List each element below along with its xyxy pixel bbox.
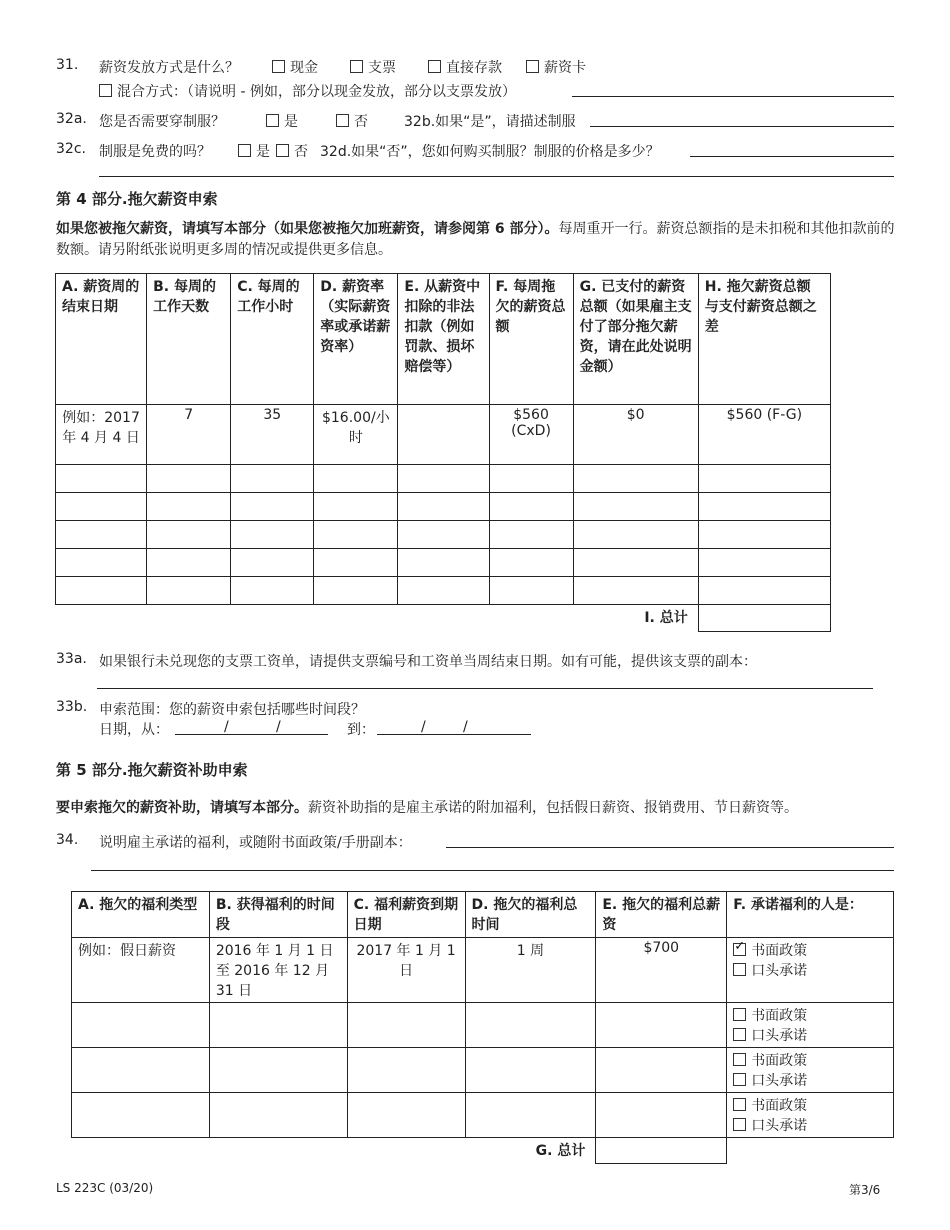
q33a-question: 如果银行未兑现您的支票工资单，请提供支票编号和工资单当周结束日期。如有可能，提供该支票的副本： xyxy=(99,654,757,670)
promised-by-cell xyxy=(727,938,894,1003)
table-row[interactable] xyxy=(72,1048,894,1093)
written-policy-option[interactable]: 书面政策 xyxy=(733,1050,887,1070)
table-row[interactable] xyxy=(72,1093,894,1138)
col-header-paid: G. 已支付的薪资总额（如果雇主支付了部分拖欠薪资，请在此处说明金额） xyxy=(573,274,698,405)
q33a-number: 33a. xyxy=(56,651,87,667)
date-separator: / xyxy=(224,719,229,735)
table-header-row xyxy=(72,892,894,938)
q33a-input-line[interactable] xyxy=(97,688,873,689)
table-cell: $560 (F-G) xyxy=(698,405,830,465)
col-header-benefit-type: A. 拖欠的福利类型 xyxy=(72,892,210,938)
oral-promise-option[interactable]: 口头承诺 xyxy=(733,1025,887,1045)
col-header-rate: D. 薪资率（实际薪资率或承诺薪资率） xyxy=(314,274,398,405)
part5-intro: 要申索拖欠的薪资补助，请填写本部分。薪资补助指的是雇主承诺的附加福利，包括假日薪资、报销费用、节日薪资等。 xyxy=(56,800,798,816)
table-row-example xyxy=(72,938,894,1003)
oral-promise-option[interactable]: 口头承诺 xyxy=(733,960,887,980)
q33b-number: 33b. xyxy=(56,699,88,715)
col-header-deductions: E. 从薪资中扣除的非法扣款（例如罚款、损坏赔偿等） xyxy=(398,274,489,405)
q32a-question: 您是否需要穿制服？ xyxy=(99,114,225,130)
total-label: I. 总计 xyxy=(644,610,688,626)
checkbox-icon[interactable] xyxy=(238,144,251,157)
checkbox-icon[interactable] xyxy=(276,144,289,157)
table-cell: 例如：假日薪资 xyxy=(72,938,210,1003)
checkbox-icon[interactable] xyxy=(733,1008,746,1021)
table-row[interactable] xyxy=(56,549,831,577)
col-header-days: B. 每周的工作天数 xyxy=(147,274,231,405)
part4-title: 第 4 部分.拖欠薪资申索 xyxy=(56,190,218,208)
promised-by-cell xyxy=(727,1093,894,1138)
total-label: G. 总计 xyxy=(535,1143,586,1159)
table-cell: 2016 年 1 月 1 日至 2016 年 12 月 31 日 xyxy=(209,938,347,1003)
table-row-example xyxy=(56,405,831,465)
q32d-question: 32d.如果“否”，您如何购买制服？制服的价格是多少？ xyxy=(320,144,660,160)
checkbox-icon[interactable] xyxy=(336,114,349,127)
q31-option-direct-deposit[interactable]: 直接存款 xyxy=(428,57,502,77)
table-cell: $700 xyxy=(596,938,727,1003)
back-wages-table xyxy=(55,273,831,632)
checkbox-icon[interactable] xyxy=(733,1098,746,1111)
table-cell: $0 xyxy=(573,405,698,465)
q33b-to-label: 到： xyxy=(347,722,375,738)
table-cell xyxy=(398,405,489,465)
checkbox-icon[interactable] xyxy=(428,60,441,73)
benefits-table xyxy=(71,891,894,1164)
table-row[interactable] xyxy=(56,577,831,605)
checkbox-icon[interactable] xyxy=(350,60,363,73)
total-field[interactable] xyxy=(698,605,830,632)
checkbox-icon[interactable] xyxy=(272,60,285,73)
table-cell: 2017 年 1 月 1 日 xyxy=(347,938,465,1003)
date-separator: / xyxy=(463,719,468,735)
checkbox-checked-icon[interactable] xyxy=(733,943,746,956)
table-row[interactable] xyxy=(56,493,831,521)
q33b-question: 申索范围：您的薪资申索包括哪些时间段？ xyxy=(99,702,365,718)
date-separator: / xyxy=(421,719,426,735)
q32c-question: 制服是免费的吗？ xyxy=(99,144,211,160)
col-header-due-date: C. 福利薪资到期日期 xyxy=(347,892,465,938)
q34-input-line-2[interactable] xyxy=(91,870,894,871)
written-policy-option[interactable]: 书面政策 xyxy=(733,1005,887,1025)
checkbox-icon[interactable] xyxy=(266,114,279,127)
q34-question: 说明雇主承诺的福利，或随附书面政策/手册副本： xyxy=(99,835,412,851)
table-total-row xyxy=(72,1138,894,1164)
q31-number: 31. xyxy=(56,57,79,73)
q34-number: 34. xyxy=(56,832,79,848)
table-row[interactable] xyxy=(56,521,831,549)
col-header-total-time: D. 拖欠的福利总时间 xyxy=(465,892,596,938)
promised-by-cell xyxy=(727,1048,894,1093)
written-policy-option[interactable]: 书面政策 xyxy=(733,1095,887,1115)
col-header-difference: H. 拖欠薪资总额与支付薪资总额之差 xyxy=(698,274,830,405)
checkbox-icon[interactable] xyxy=(733,1053,746,1066)
col-header-week-end: A. 薪资周的结束日期 xyxy=(56,274,147,405)
q31-option-cash[interactable]: 现金 xyxy=(272,57,318,77)
date-separator: / xyxy=(276,719,281,735)
oral-promise-option[interactable]: 口头承诺 xyxy=(733,1070,887,1090)
q31-option-paycard[interactable]: 薪资卡 xyxy=(526,57,586,77)
q32c-yes[interactable]: 是 xyxy=(238,141,270,161)
part4-intro: 如果您被拖欠薪资，请填写本部分（如果您被拖欠加班薪资，请参阅第 6 部分）。每周重开一行。薪资总额指的是未扣税和其他扣款前的数额。请另附纸张说明更多周的情况或提供更多信息。 xyxy=(56,221,895,258)
q33b-to-date-field[interactable] xyxy=(377,734,531,735)
table-cell: 7 xyxy=(147,405,231,465)
table-cell: 35 xyxy=(231,405,314,465)
col-header-total-pay: E. 拖欠的福利总薪资 xyxy=(596,892,727,938)
table-cell: 1 周 xyxy=(465,938,596,1003)
checkbox-icon[interactable] xyxy=(733,1028,746,1041)
checkbox-icon[interactable] xyxy=(733,1073,746,1086)
promised-by-cell xyxy=(727,1003,894,1048)
q32d-input-line-2[interactable] xyxy=(99,176,894,177)
total-field[interactable] xyxy=(596,1138,727,1164)
q31-question: 薪资发放方式是什么？ xyxy=(99,60,239,76)
q31-option-check[interactable]: 支票 xyxy=(350,57,396,77)
table-header-row xyxy=(56,274,831,405)
table-row[interactable] xyxy=(56,465,831,493)
q32a-number: 32a. xyxy=(56,111,87,127)
col-header-hours: C. 每周的工作小时 xyxy=(231,274,314,405)
table-cell: $16.00/小时 xyxy=(314,405,398,465)
form-id: LS 223C (03/20) xyxy=(56,1181,154,1195)
part5-title: 第 5 部分.拖欠薪资补助申索 xyxy=(56,761,248,779)
q31-mixed-input-line[interactable] xyxy=(572,96,894,97)
col-header-promised-by: F. 承诺福利的人是： xyxy=(727,892,894,938)
q33b-from-label: 日期，从： xyxy=(99,722,169,738)
q32a-yes[interactable]: 是 xyxy=(266,111,298,131)
col-header-owed: F. 每周拖欠的薪资总额 xyxy=(489,274,573,405)
q33b-from-date-field[interactable] xyxy=(175,734,328,735)
q32b-question: 32b.如果“是”，请描述制服 xyxy=(404,114,576,130)
col-header-benefit-period: B. 获得福利的时间段 xyxy=(209,892,347,938)
table-row[interactable] xyxy=(72,1003,894,1048)
checkbox-icon[interactable] xyxy=(99,84,112,97)
table-cell: $560 (CxD) xyxy=(489,405,573,465)
oral-promise-option[interactable]: 口头承诺 xyxy=(733,1115,887,1135)
checkbox-icon[interactable] xyxy=(526,60,539,73)
q32b-input-line[interactable] xyxy=(590,126,894,127)
q32d-input-line[interactable] xyxy=(690,156,894,157)
checkbox-icon[interactable] xyxy=(733,963,746,976)
q32a-no[interactable]: 否 xyxy=(336,111,368,131)
q32c-no[interactable]: 否 xyxy=(276,141,308,161)
table-cell: 例如：2017 年 4 月 4 日 xyxy=(56,405,147,465)
table-total-row xyxy=(56,605,831,632)
checkbox-icon[interactable] xyxy=(733,1118,746,1131)
written-policy-option[interactable]: ✓ 书面政策 xyxy=(733,940,887,960)
q31-option-mixed[interactable]: 混合方式：（请说明 - 例如，部分以现金发放，部分以支票发放） xyxy=(99,81,516,101)
q34-input-line[interactable] xyxy=(446,847,894,848)
q32c-number: 32c. xyxy=(56,141,86,157)
page-number: 第3/6 xyxy=(849,1183,881,1197)
